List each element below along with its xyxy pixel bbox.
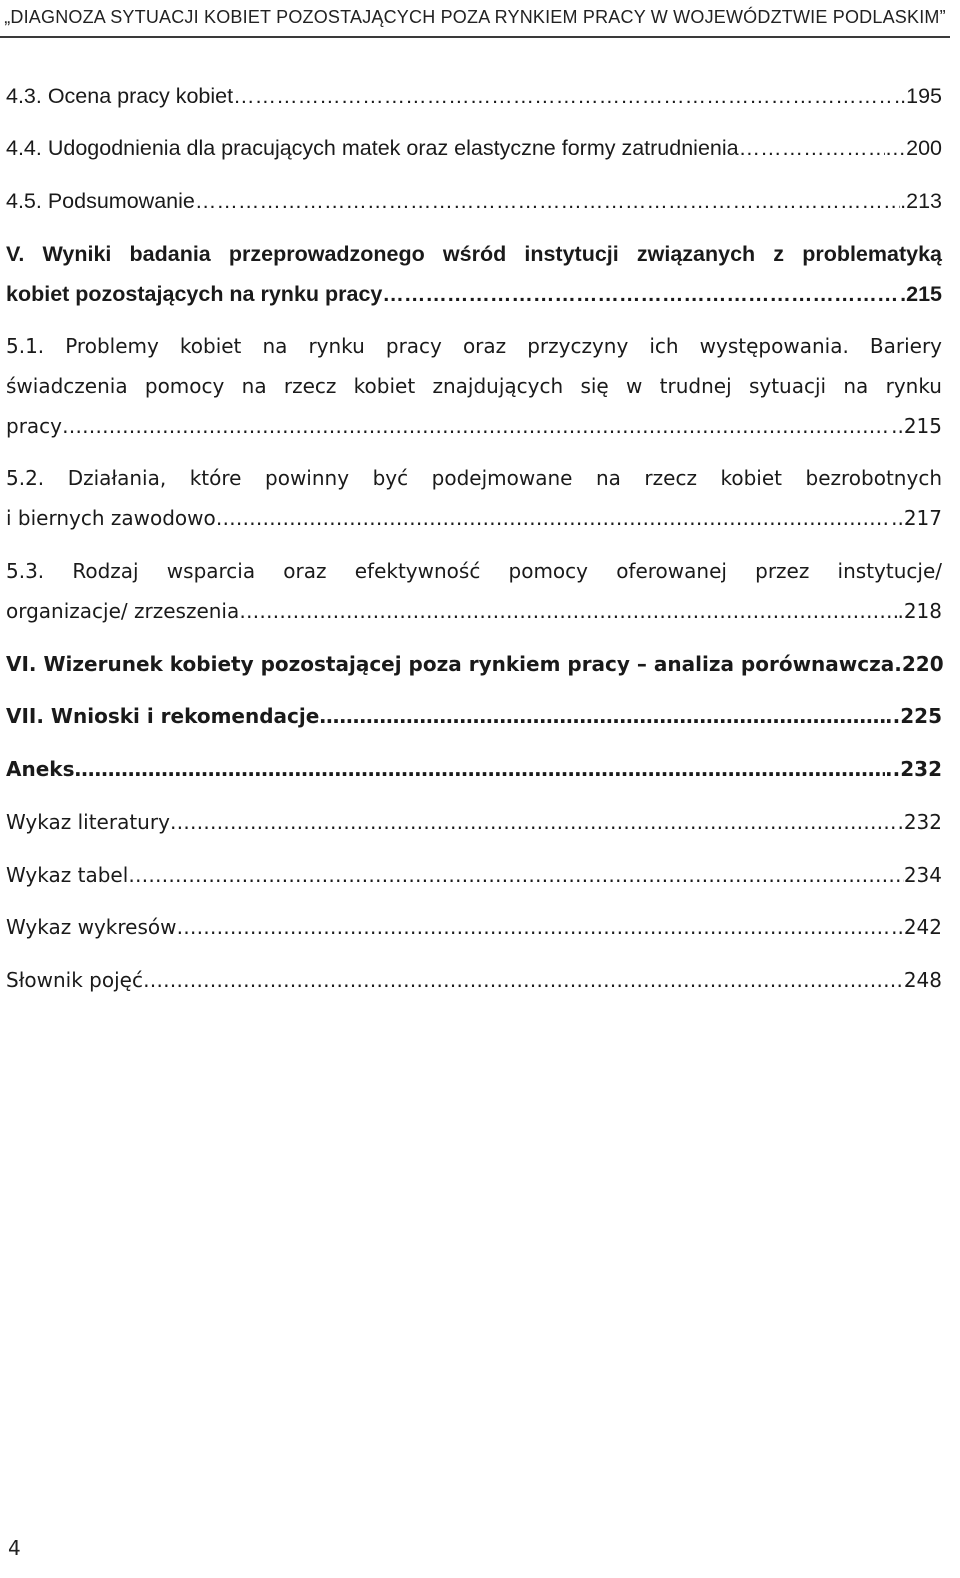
toc-entry-title: 4.4. Udogodnienia dla pracujących matek oraz elastyczne formy zatrudnienia [6, 136, 739, 160]
toc-page-number: ..225 [885, 704, 942, 728]
toc-entry-aneks[interactable] [6, 749, 942, 789]
toc-entry-chapter-vi[interactable] [6, 644, 942, 684]
toc-entry-title: VI. Wizerunek kobiety pozostającej poza rynkiem pracy – analiza porównawcza [6, 652, 895, 676]
toc-page-number: .232 [897, 810, 942, 834]
toc-entry-title: pracy [6, 414, 63, 438]
toc-entry-title-line: 5.3. Rodzaj wsparcia oraz efektywność pomocy oferowanej przez instytucje/ [6, 559, 942, 583]
toc-entry-4-4[interactable] [6, 128, 942, 168]
toc-entry-title: Wykaz literatury [6, 810, 170, 834]
toc-page-number: .220 [894, 652, 944, 676]
toc-entry-chapter-vii[interactable] [6, 696, 942, 736]
toc-leader-dots [170, 802, 898, 842]
toc-entry-chapter-v[interactable] [6, 234, 942, 314]
toc-entry-5-1[interactable] [6, 326, 942, 446]
toc-entry-title: VII. Wnioski i rekomendacje [6, 704, 320, 728]
toc-entry-4-3[interactable] [6, 76, 942, 116]
toc-leader-dots [319, 696, 885, 736]
toc-entry-slownik-pojec[interactable] [6, 960, 942, 1000]
toc-entry-wykaz-tabel[interactable] [6, 855, 942, 895]
toc-leader-dots [382, 274, 900, 314]
toc-entry-title: Aneks [6, 757, 75, 781]
toc-entry-title: organizacje/ zrzeszenia [6, 599, 240, 623]
toc-leader-dots [75, 749, 886, 789]
toc-page-number: ..195 [894, 84, 942, 108]
running-header: „DIAGNOZA SYTUACJI KOBIET POZOSTAJĄCYCH POZA RYNKIEM PRACY W WOJEWÓDZTWIE PODLASKIM” [0, 0, 950, 38]
toc-entry-title-line: 5.2. Działania, które powinny być podejmowane na rzecz kobiet bezrobotnych [6, 466, 942, 490]
toc-leader-dots [739, 128, 885, 168]
toc-page-number: ..232 [885, 757, 942, 781]
toc-entry-title-line: świadczenia pomocy na rzecz kobiet znajdujących się w trudnej sytuacji na rynku [6, 374, 942, 398]
toc-entry-title-line: 5.1. Problemy kobiet na rynku pracy oraz przyczyny ich występowania. Bariery [6, 334, 942, 358]
toc-page-number: …200 [884, 136, 942, 160]
toc-page-number: 234 [903, 863, 942, 887]
toc-page-number: .215 [900, 282, 942, 306]
toc-leader-dots [239, 591, 897, 631]
toc-entry-title: Wykaz tabel [6, 863, 129, 887]
toc-entry-title: 4.5. Podsumowanie [6, 189, 195, 213]
toc-entry-title: kobiet pozostających na rynku pracy [6, 282, 383, 306]
toc-entry-4-5[interactable] [6, 181, 942, 221]
toc-leader-dots [62, 406, 891, 446]
toc-entry-title: i biernych zawodowo [6, 506, 216, 530]
toc-leader-dots [233, 76, 894, 116]
toc-page-number: ..215 [891, 414, 942, 438]
toc-leader-dots [216, 498, 891, 538]
toc-leader-dots [195, 181, 900, 221]
toc-entry-5-2[interactable] [6, 458, 942, 538]
toc-entry-title: Słownik pojęć [6, 968, 143, 992]
toc-entry-title: Wykaz wykresów [6, 915, 177, 939]
toc-entry-wykaz-wykresow[interactable] [6, 907, 942, 947]
toc-leader-dots [128, 855, 904, 895]
page-number: 4 [8, 1536, 21, 1560]
toc-leader-dots [176, 907, 891, 947]
toc-entry-title: 4.3. Ocena pracy kobiet [6, 84, 234, 108]
toc-page-number: .218 [897, 599, 942, 623]
toc-page-number: ..242 [891, 915, 942, 939]
toc-entry-wykaz-literatury[interactable] [6, 802, 942, 842]
toc-leader-dots [143, 960, 904, 1000]
toc-page-number: .213 [900, 189, 942, 213]
toc-page-number: ..217 [891, 506, 942, 530]
toc-entry-title-line: V. Wyniki badania przeprowadzonego wśród instytucji związanych z problematyką [6, 242, 942, 266]
toc-entry-5-3[interactable] [6, 551, 942, 631]
toc-page-number: 248 [903, 968, 942, 992]
